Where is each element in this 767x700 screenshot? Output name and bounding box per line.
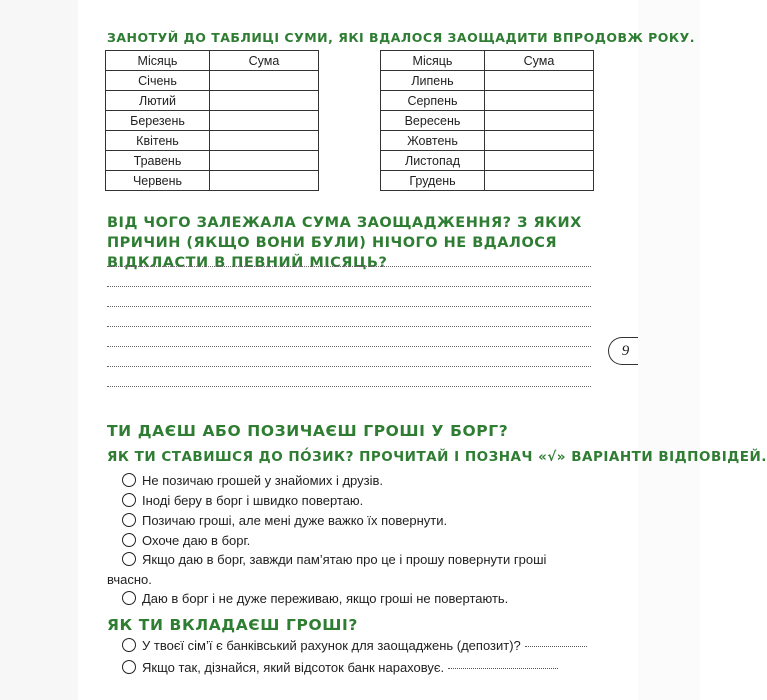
question-row[interactable] bbox=[122, 660, 558, 675]
month-cell: Серпень bbox=[381, 91, 485, 111]
answer-line[interactable] bbox=[107, 266, 591, 267]
month-cell: Жовтень bbox=[381, 131, 485, 151]
months-table-left bbox=[105, 50, 319, 191]
option-label: Позичаю гроші, але мені дуже важко їх повернути. bbox=[142, 513, 448, 528]
option-row[interactable] bbox=[122, 473, 383, 488]
table-header-month: Місяць bbox=[381, 51, 485, 71]
page-margin-right bbox=[638, 0, 700, 700]
sum-cell[interactable] bbox=[210, 131, 319, 151]
intro-heading: ЗАНОТУЙ ДО ТАБЛИЦІ СУМИ, ЯКІ ВДАЛОСЯ ЗАОЩАДИТИ ВПРОДОВЖ РОКУ. bbox=[107, 30, 696, 45]
option-label: Якщо даю в борг, завжди пам’ятаю про це і прошу повернути гроші bbox=[142, 552, 547, 567]
option-label: Не позичаю грошей у знайомих і друзів. bbox=[142, 473, 383, 488]
option-label: Охоче даю в борг. bbox=[142, 533, 251, 548]
checkbox-circle[interactable] bbox=[122, 591, 136, 605]
sum-cell[interactable] bbox=[485, 111, 594, 131]
table-header-month: Місяць bbox=[106, 51, 210, 71]
sum-cell[interactable] bbox=[210, 111, 319, 131]
question-label: Якщо так, дізнайся, який відсоток банк нараховує. bbox=[142, 660, 445, 675]
sum-cell[interactable] bbox=[210, 71, 319, 91]
answer-line[interactable] bbox=[107, 346, 591, 347]
page-margin-left bbox=[0, 0, 78, 700]
checkbox-circle[interactable] bbox=[122, 513, 136, 527]
checkbox-circle[interactable] bbox=[122, 493, 136, 507]
option-row[interactable] bbox=[122, 552, 546, 567]
sum-cell[interactable] bbox=[485, 151, 594, 171]
month-cell: Лютий bbox=[106, 91, 210, 111]
answer-line[interactable] bbox=[107, 286, 591, 287]
section-title-loans: ТИ ДАЄШ АБО ПОЗИЧАЄШ ГРОШІ У БОРГ? bbox=[107, 422, 509, 440]
option-row[interactable] bbox=[122, 533, 250, 548]
answer-line[interactable] bbox=[107, 326, 591, 327]
answer-line[interactable] bbox=[107, 306, 591, 307]
sum-cell[interactable] bbox=[485, 71, 594, 91]
month-cell: Червень bbox=[106, 171, 210, 191]
question-row[interactable] bbox=[122, 638, 587, 653]
sum-cell[interactable] bbox=[210, 91, 319, 111]
month-cell: Липень bbox=[381, 71, 485, 91]
option-row[interactable] bbox=[122, 513, 447, 528]
checkbox-circle[interactable] bbox=[122, 552, 136, 566]
section-title-investing: ЯК ТИ ВКЛАДАЄШ ГРОШІ? bbox=[107, 616, 358, 634]
page-number: 9 bbox=[621, 342, 630, 359]
option-label-continued: вчасно. bbox=[107, 572, 152, 587]
answer-line[interactable] bbox=[107, 386, 591, 387]
sum-cell[interactable] bbox=[485, 171, 594, 191]
checkbox-circle[interactable] bbox=[122, 533, 136, 547]
table-header-sum: Сума bbox=[210, 51, 319, 71]
question-label: У твоєї сім’ї є банківський рахунок для заощаджень (депозит)? bbox=[142, 638, 521, 653]
sum-cell[interactable] bbox=[210, 171, 319, 191]
option-label: Іноді беру в борг і швидко повертаю. bbox=[142, 493, 364, 508]
answer-line[interactable] bbox=[107, 366, 591, 367]
month-cell: Квітень bbox=[106, 131, 210, 151]
sum-cell[interactable] bbox=[485, 91, 594, 111]
month-cell: Січень bbox=[106, 71, 210, 91]
sum-cell[interactable] bbox=[485, 131, 594, 151]
checkbox-circle[interactable] bbox=[122, 660, 136, 674]
option-label: Даю в борг і не дуже переживаю, якщо гроші не повертають. bbox=[142, 591, 509, 606]
month-cell: Березень bbox=[106, 111, 210, 131]
sum-cell[interactable] bbox=[210, 151, 319, 171]
question-heading: ВІД ЧОГО ЗАЛЕЖАЛА СУМА ЗАОЩАДЖЕННЯ? З ЯКИХ ПРИЧИН (ЯКЩО ВОНИ БУЛИ) НІЧОГО НЕ ВДАЛОСЯ ВІДКЛАСТИ В ПЕВНИЙ МІСЯЦЬ? bbox=[107, 215, 582, 271]
checkbox-circle[interactable] bbox=[122, 638, 136, 652]
month-cell: Грудень bbox=[381, 171, 485, 191]
option-row[interactable] bbox=[122, 591, 508, 606]
answer-line[interactable] bbox=[448, 668, 558, 669]
months-table-right bbox=[380, 50, 594, 191]
checkbox-circle[interactable] bbox=[122, 473, 136, 487]
table-header-sum: Сума bbox=[485, 51, 594, 71]
option-row[interactable] bbox=[122, 493, 363, 508]
section-prompt-loans: ЯК ТИ СТАВИШСЯ ДО ПО́ЗИК? ПРОЧИТАЙ І ПОЗНАЧ «√» ВАРІАНТИ ВІДПОВІДЕЙ. bbox=[107, 449, 767, 465]
answer-line[interactable] bbox=[525, 646, 587, 647]
month-cell: Травень bbox=[106, 151, 210, 171]
month-cell: Вересень bbox=[381, 111, 485, 131]
month-cell: Листопад bbox=[381, 151, 485, 171]
page-number-tab bbox=[608, 337, 638, 365]
